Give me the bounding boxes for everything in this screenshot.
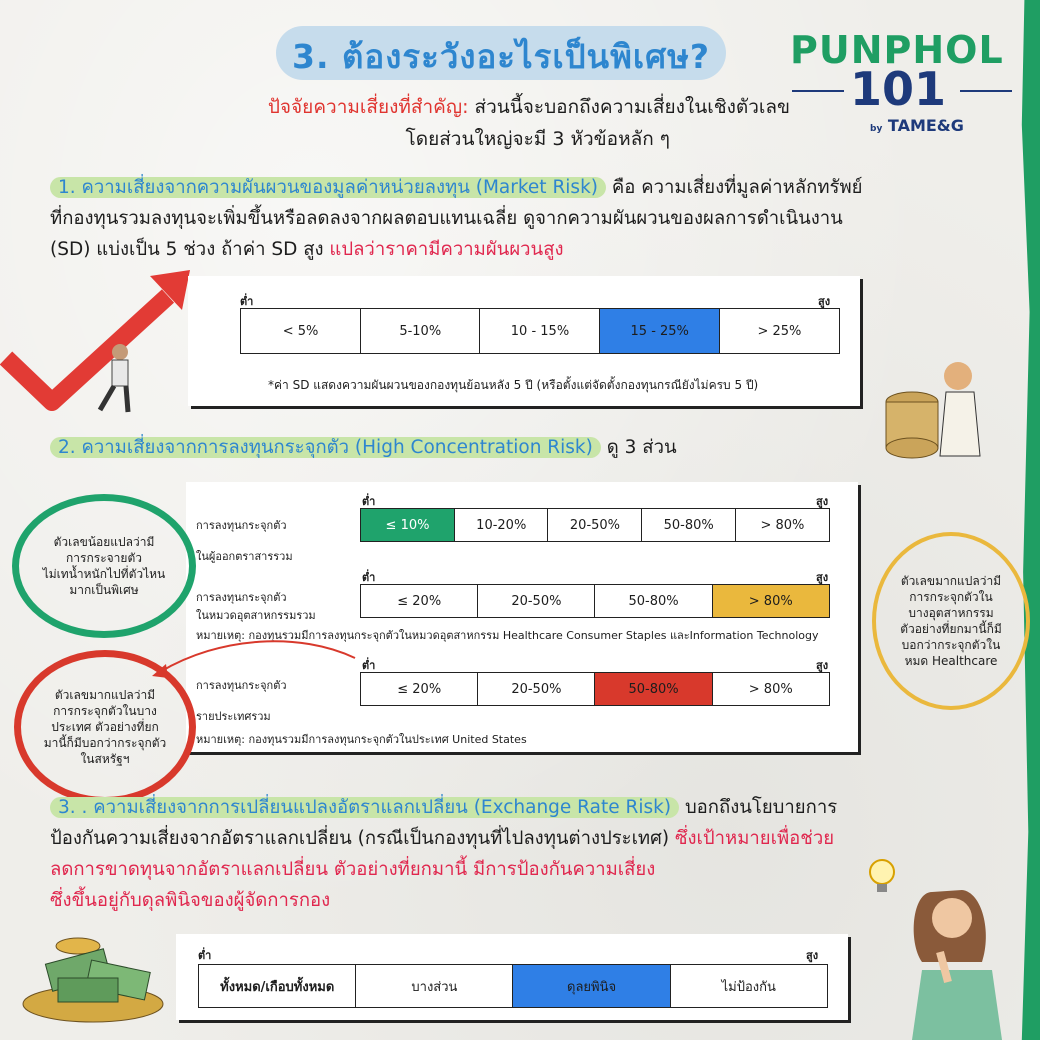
thinking-woman-illustration: [852, 852, 1022, 1040]
logo-rule-right: [960, 90, 1012, 92]
row2-note: หมายเหตุ: กองทุนรวมมีการลงทุนกระจุกตัวในหมวดอุตสาหกรรม Healthcare Consumer Staples และInformation Technology: [196, 629, 819, 642]
sd-cell: 5-10%: [360, 308, 481, 354]
industry-cell-selected: > 80%: [712, 584, 830, 618]
sd-cell: 10 - 15%: [479, 308, 600, 354]
scale-low: ต่ำ: [240, 295, 254, 308]
concentration-table-card: [186, 482, 858, 752]
subtitle-line2: โดยส่วนใหญ่จะมี 3 หัวข้อหลัก ๆ: [405, 128, 670, 150]
row2-high: สูง: [816, 571, 829, 584]
rising-arrow-illustration: [0, 262, 200, 422]
row3-label: การลงทุนกระจุกตัว รายประเทศรวม: [196, 679, 287, 723]
industry-scale: [360, 584, 830, 618]
sd-cell-selected: 15 - 25%: [599, 308, 720, 354]
country-cell-selected: 50-80%: [594, 672, 712, 706]
country-cell: > 80%: [712, 672, 830, 706]
fx-cell: บางส่วน: [355, 964, 513, 1008]
section3-heading: 3. . ความเสี่ยงจากการเปลี่ยนแปลงอัตราแลกเปลี่ยน (Exchange Rate Risk): [50, 797, 679, 818]
red-connector-arrow: [130, 630, 360, 700]
section1-text: 1. ความเสี่ยงจากความผันผวนของมูลค่าหน่วยลงทุน (Market Risk) คือ ความเสี่ยงที่มูลค่าหลักทรัพย์ ที่กองทุนรวมลงทุนจะเพิ่มขึ้นหรือลดลงจากผลตอบแทนเฉลี่ย ดูจากความผันผวนของผลการดำเนินงาน (SD) แบ่งเป็น 5 ช่วง ถ้าค่า SD สูง แปลว่าราคามีความผันผวนสูง: [50, 177, 863, 260]
fx-table-card: [176, 934, 848, 1020]
fx-low: ต่ำ: [198, 949, 212, 962]
section2-text: 2. ความเสี่ยงจากการลงทุนกระจุกตัว (High Concentration Risk) ดู 3 ส่วน: [50, 432, 950, 463]
scale-high: สูง: [818, 295, 831, 308]
issuer-cell: > 80%: [735, 508, 830, 542]
row1-high: สูง: [816, 495, 829, 508]
row3-low: ต่ำ: [362, 659, 376, 672]
subtitle-rest: ส่วนนี้จะบอกถึงความเสี่ยงในเชิงตัวเลข: [468, 96, 790, 118]
industry-cell: ≤ 20%: [360, 584, 478, 618]
row1-low: ต่ำ: [362, 495, 376, 508]
callout-green: ตัวเลขน้อยแปลว่ามี การกระจายตัว ไม่เทน้ำหนักไปที่ตัวไหน มากเป็นพิเศษ: [12, 494, 196, 638]
row3-high: สูง: [816, 659, 829, 672]
callout-yellow: ตัวเลขมากแปลว่ามี การกระจุกตัวใน บางอุตสาหกรรม ตัวอย่างที่ยกมานี้ก็มี บอกว่ากระจุกตัวใน หมด Healthcare: [872, 532, 1030, 710]
section1-heading: 1. ความเสี่ยงจากความผันผวนของมูลค่าหน่วยลงทุน (Market Risk): [50, 177, 606, 198]
issuer-cell: 50-80%: [641, 508, 736, 542]
logo-punphol: PUNPHOL: [790, 28, 1004, 72]
country-cell: ≤ 20%: [360, 672, 478, 706]
industry-cell: 20-50%: [477, 584, 595, 618]
sd-cell: > 25%: [719, 308, 840, 354]
industry-cell: 50-80%: [594, 584, 712, 618]
subtitle: [150, 92, 790, 122]
fx-high: สูง: [806, 949, 819, 962]
issuer-cell: 20-50%: [547, 508, 642, 542]
row2-label: การลงทุนกระจุกตัว ในหมวดอุตสาหกรรมรวม: [196, 591, 316, 622]
page-title: 3. ต้องระวังอะไรเป็นพิเศษ?: [292, 37, 710, 76]
fx-cell: ทั้งหมด/เกือบทั้งหมด: [198, 964, 356, 1008]
fx-cell: ไม่ป้องกัน: [670, 964, 828, 1008]
row2-low: ต่ำ: [362, 571, 376, 584]
sd-scale: [240, 308, 840, 354]
sd-table-card: [188, 276, 860, 406]
logo-rule-left: [792, 90, 844, 92]
section3-text: 3. . ความเสี่ยงจากการเปลี่ยนแปลงอัตราแลกเปลี่ยน (Exchange Rate Risk) บอกถึงนโยบายการ ป้องกันความเสี่ยงจากอัตราแลกเปลี่ยน (กรณีเป็นกองทุนที่ไปลงทุนต่างประเทศ) ซึ่งเป้าหมายเพื่อช่วย ลดการขาดทุนจากอัตราแลกเปลี่ยน ตัวอย่างที่ยกมานี้ มีการป้องกันความเสี่ยง ซึ่งขึ้นอยู่กับดุลพินิจของผู้จัดการกอง: [50, 797, 838, 911]
row3-note: หมายเหตุ: กองทุนรวมมีการลงทุนกระจุกตัวในประเทศ United States: [196, 733, 527, 746]
sd-note: *ค่า SD แสดงความผันผวนของกองทุนย้อนหลัง 5 ปี (หรือตั้งแต่จัดตั้งกองทุนกรณียังไม่ครบ 5 ปี): [268, 378, 759, 392]
issuer-cell-selected: ≤ 10%: [360, 508, 455, 542]
logo-101: 101: [850, 62, 947, 116]
country-scale: [360, 672, 830, 706]
issuer-scale: [360, 508, 830, 542]
logo-brand: by TAME&G: [870, 116, 964, 135]
section2-heading: 2. ความเสี่ยงจากการลงทุนกระจุกตัว (High Concentration Risk): [50, 437, 601, 458]
callout-red: ตัวเลขมากแปลว่ามี การกระจุกตัวในบาง ประเทศ ตัวอย่างที่ยก มานี้ก็มีบอกว่ากระจุกตัว ในสหรัฐฯ: [14, 650, 196, 804]
fx-scale: [198, 964, 828, 1008]
money-pile-illustration: [18, 916, 168, 1026]
country-cell: 20-50%: [477, 672, 595, 706]
sd-cell: < 5%: [240, 308, 361, 354]
issuer-cell: 10-20%: [454, 508, 549, 542]
fx-cell-selected: ดุลยพินิจ: [512, 964, 670, 1008]
subtitle-red: ปัจจัยความเสี่ยงที่สำคัญ:: [267, 96, 469, 118]
row1-label: การลงทุนกระจุกตัว ในผู้ออกตราสารรวม: [196, 519, 293, 563]
